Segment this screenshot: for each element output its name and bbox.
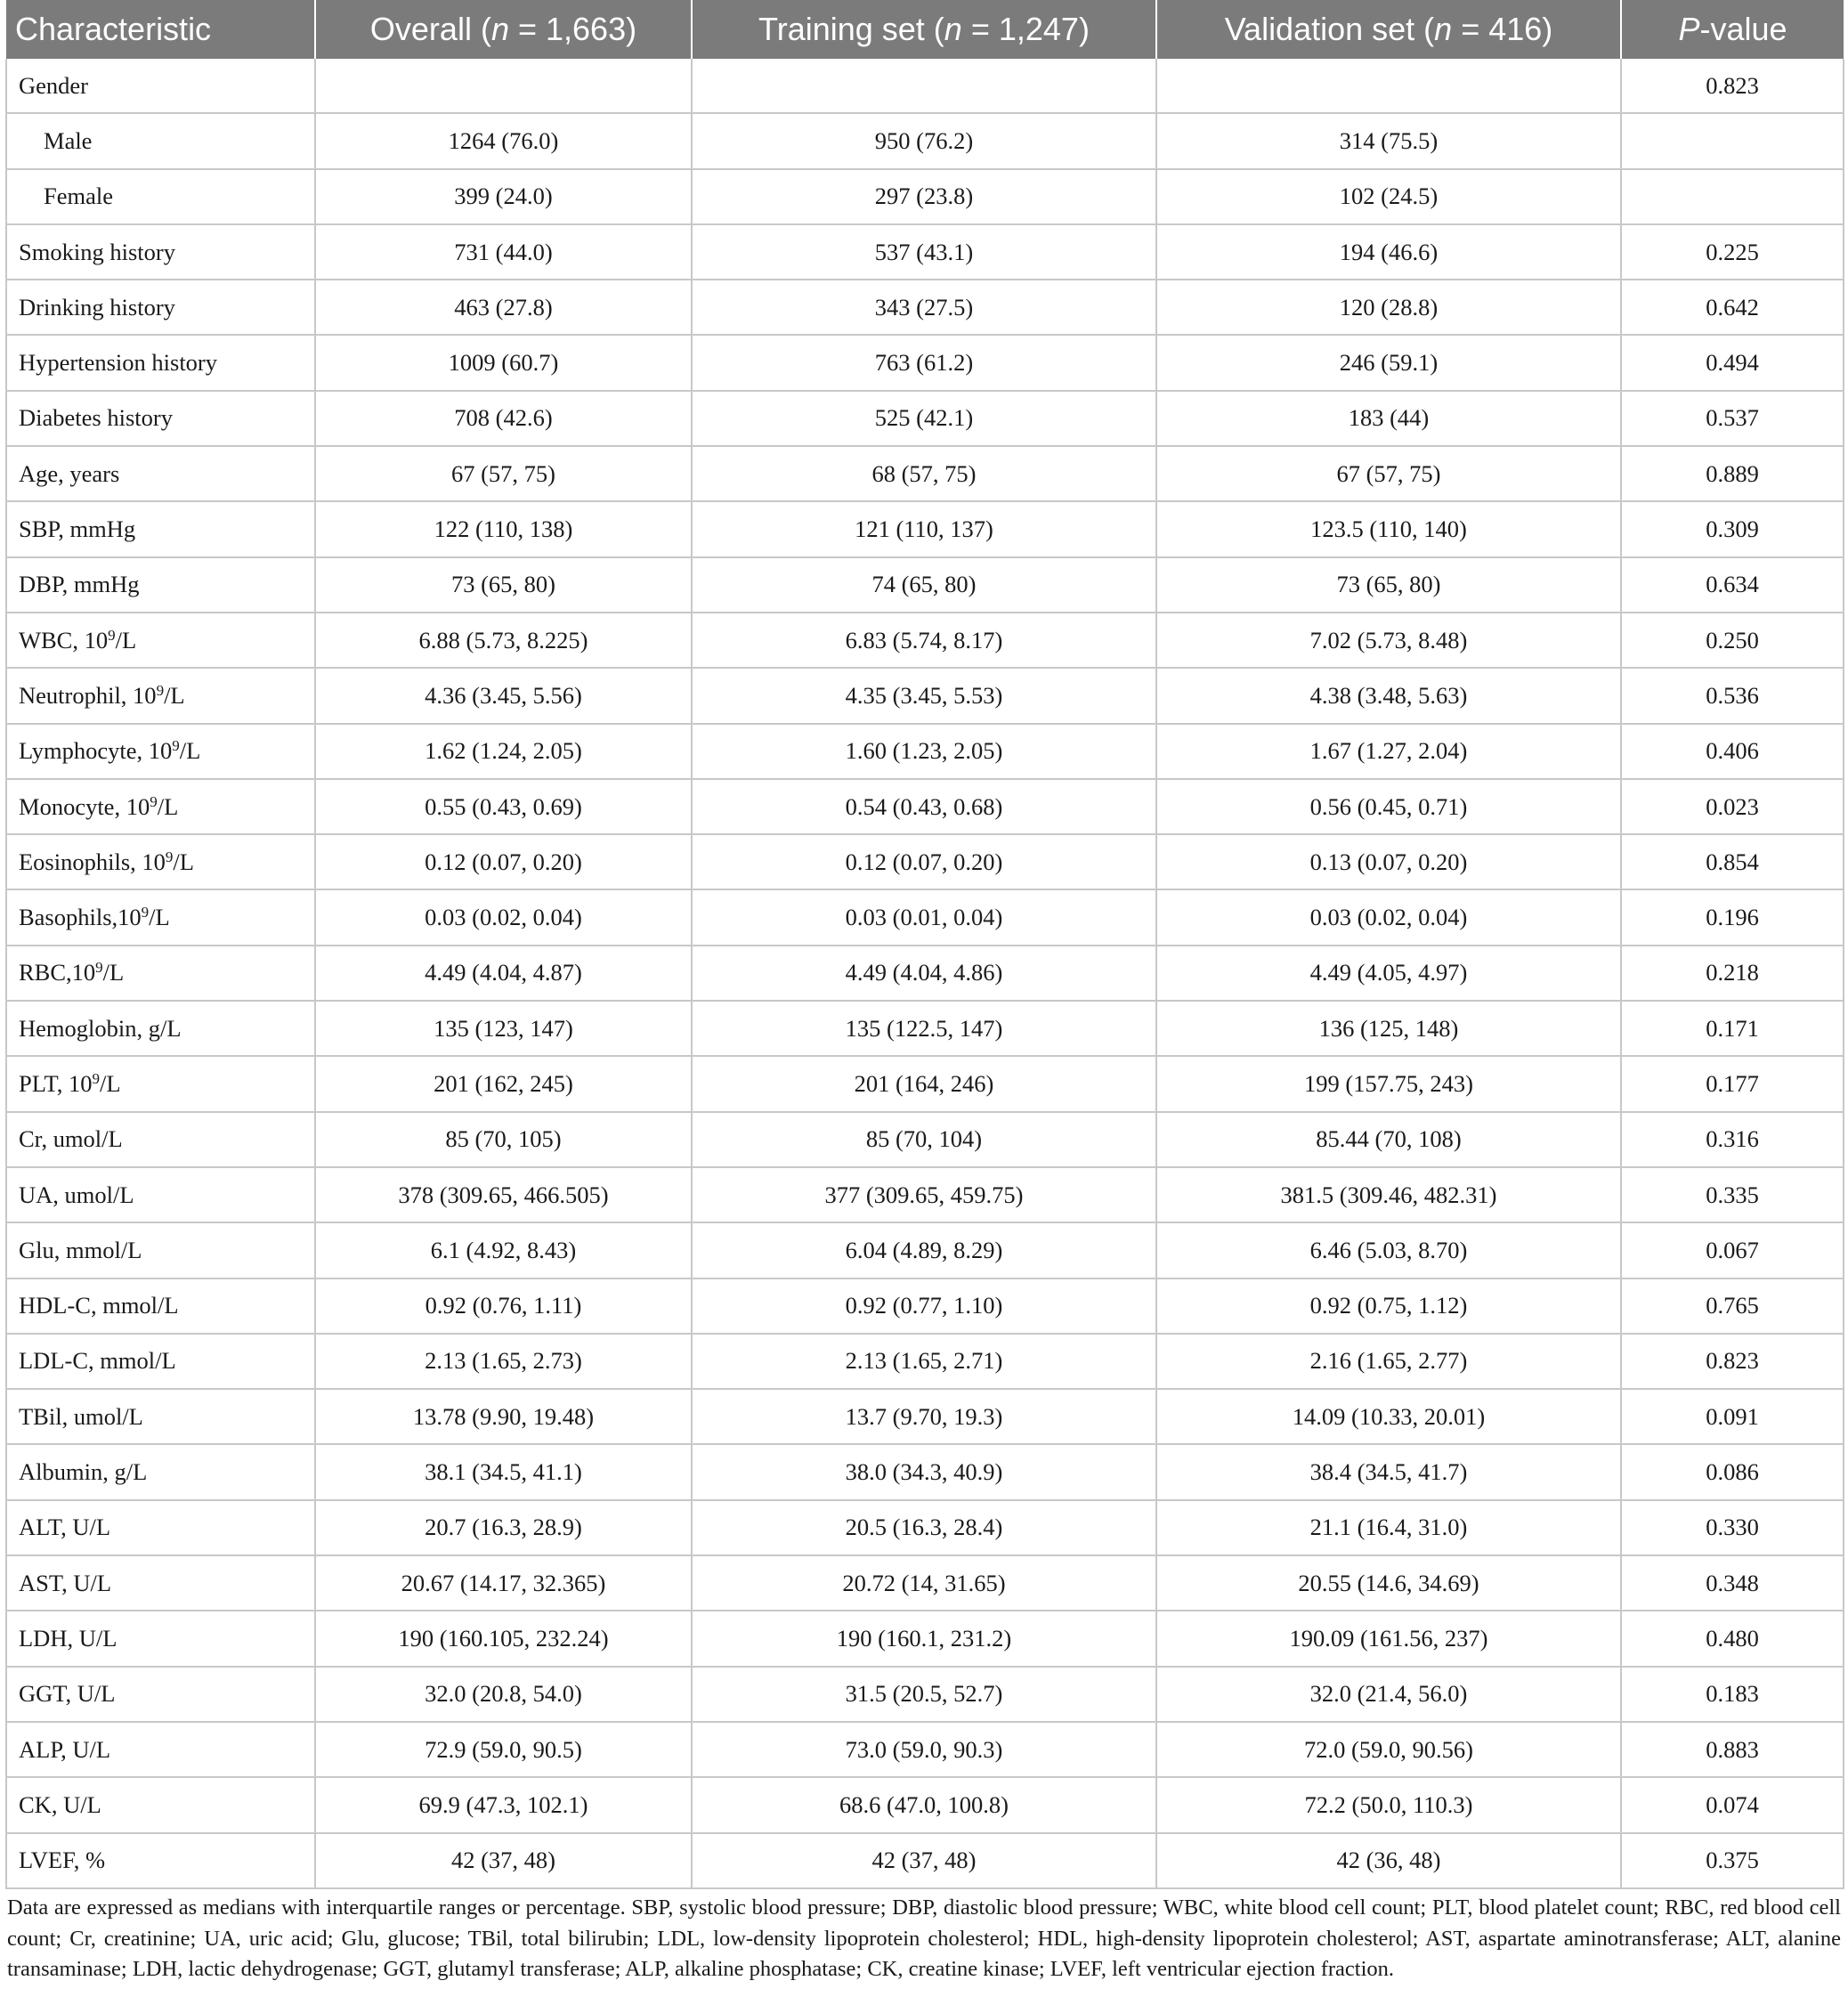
cell-p-value: 0.823 <box>1621 1334 1844 1389</box>
cell-training: 0.92 (0.77, 1.10) <box>692 1278 1156 1334</box>
cell-p-value: 0.086 <box>1621 1444 1844 1499</box>
table-row <box>6 668 1844 723</box>
cell-overall: 0.12 (0.07, 0.20) <box>315 834 692 889</box>
cell-overall: 399 (24.0) <box>315 169 692 224</box>
row-label-unit: /L <box>179 737 201 765</box>
cell-validation: 314 (75.5) <box>1156 113 1621 168</box>
header-training-post: = 1,247) <box>961 11 1090 47</box>
cell-validation: 0.56 (0.45, 0.71) <box>1156 779 1621 834</box>
row-label-text: Basophils,10 <box>19 904 142 931</box>
row-label-exponent: 9 <box>172 737 180 755</box>
cell-p-value: 0.642 <box>1621 280 1844 335</box>
row-label: Smoking history <box>6 224 315 280</box>
cell-p-value: 0.406 <box>1621 724 1844 779</box>
cell-training: 525 (42.1) <box>692 391 1156 446</box>
cell-training: 68.6 (47.0, 100.8) <box>692 1777 1156 1832</box>
table-row <box>6 1500 1844 1555</box>
cell-overall: 1264 (76.0) <box>315 113 692 168</box>
cell-p-value <box>1621 169 1844 224</box>
row-label-unit: /L <box>173 848 194 875</box>
table-header <box>6 0 1844 59</box>
row-label: ALT, U/L <box>6 1500 315 1555</box>
row-label: Age, years <box>6 446 315 501</box>
row-label-text: Lymphocyte, 10 <box>19 737 173 765</box>
cell-overall: 201 (162, 245) <box>315 1056 692 1111</box>
cell-p-value: 0.074 <box>1621 1777 1844 1832</box>
cell-validation <box>1156 59 1621 113</box>
cell-p-value: 0.883 <box>1621 1722 1844 1777</box>
header-p-value <box>1621 0 1844 59</box>
cell-training: 42 (37, 48) <box>692 1833 1156 1888</box>
cell-p-value: 0.537 <box>1621 391 1844 446</box>
table-row <box>6 1555 1844 1611</box>
table-row <box>6 1167 1844 1222</box>
row-label: AST, U/L <box>6 1555 315 1611</box>
cell-validation: 4.49 (4.05, 4.97) <box>1156 946 1621 1001</box>
header-validation-pre: Validation set ( <box>1224 11 1435 47</box>
table-row <box>6 1001 1844 1056</box>
cell-overall: 2.13 (1.65, 2.73) <box>315 1334 692 1389</box>
cell-overall: 135 (123, 147) <box>315 1001 692 1056</box>
cell-validation: 85.44 (70, 108) <box>1156 1112 1621 1167</box>
cell-training: 0.12 (0.07, 0.20) <box>692 834 1156 889</box>
cell-p-value: 0.823 <box>1621 59 1844 113</box>
cell-p-value: 0.091 <box>1621 1389 1844 1444</box>
row-label: Glu, mmol/L <box>6 1222 315 1278</box>
row-label-text: RBC,10 <box>19 959 96 986</box>
row-label-exponent: 9 <box>156 681 165 699</box>
cell-validation: 4.38 (3.48, 5.63) <box>1156 668 1621 723</box>
cell-training: 1.60 (1.23, 2.05) <box>692 724 1156 779</box>
table-row <box>6 834 1844 889</box>
row-label: Drinking history <box>6 280 315 335</box>
row-label <box>6 724 315 779</box>
table-row <box>6 59 1844 113</box>
row-label-exponent: 9 <box>108 626 116 644</box>
cell-validation: 2.16 (1.65, 2.77) <box>1156 1334 1621 1389</box>
cell-training: 135 (122.5, 147) <box>692 1001 1156 1056</box>
cell-overall: 0.55 (0.43, 0.69) <box>315 779 692 834</box>
table-row <box>6 557 1844 613</box>
baseline-characteristics-table-container <box>5 0 1843 1889</box>
cell-training: 85 (70, 104) <box>692 1112 1156 1167</box>
cell-overall: 38.1 (34.5, 41.1) <box>315 1444 692 1499</box>
cell-validation: 20.55 (14.6, 34.69) <box>1156 1555 1621 1611</box>
cell-training: 297 (23.8) <box>692 169 1156 224</box>
row-label <box>6 834 315 889</box>
cell-training: 343 (27.5) <box>692 280 1156 335</box>
cell-training: 0.03 (0.01, 0.04) <box>692 889 1156 945</box>
table-row <box>6 446 1844 501</box>
table-row <box>6 224 1844 280</box>
row-label-text: Neutrophil, 10 <box>19 681 157 709</box>
cell-training: 2.13 (1.65, 2.71) <box>692 1334 1156 1389</box>
row-label: Hypertension history <box>6 335 315 390</box>
cell-training: 201 (164, 246) <box>692 1056 1156 1111</box>
cell-p-value: 0.854 <box>1621 834 1844 889</box>
table-row <box>6 1777 1844 1832</box>
cell-overall <box>315 59 692 113</box>
row-label: Gender <box>6 59 315 113</box>
table-footnote: Data are expressed as medians with interquartile ranges or percentage. SBP, systolic blood pressure; DBP, diastolic blood pressure; WBC, white blood cell count; PLT, blood platelet count; RBC, red blood cell count; Cr, creatinine; UA, uric acid; Glu, glucose; TBil, total bilirubin; LDL, low-density lipoprotein cholesterol; HDL, high-density lipoprotein cholesterol; AST, aspartate aminotransferase; ALT, alanine transaminase; LDH, lactic dehydrogenase; GGT, glutamyl transferase; ALP, alkaline phosphatase; CK, creatine kinase; LVEF, left ventricular ejection fraction. <box>7 1895 1841 1981</box>
row-label-text: WBC, 10 <box>19 626 109 653</box>
cell-overall: 73 (65, 80) <box>315 557 692 613</box>
cell-overall: 1009 (60.7) <box>315 335 692 390</box>
cell-overall: 4.49 (4.04, 4.87) <box>315 946 692 1001</box>
header-overall-pre: Overall ( <box>369 11 491 47</box>
cell-p-value: 0.309 <box>1621 501 1844 556</box>
table-row <box>6 1389 1844 1444</box>
header-overall-n: n <box>490 11 509 47</box>
cell-training: 20.5 (16.3, 28.4) <box>692 1500 1156 1555</box>
cell-validation: 194 (46.6) <box>1156 224 1621 280</box>
table-row <box>6 613 1844 668</box>
cell-validation: 1.67 (1.27, 2.04) <box>1156 724 1621 779</box>
cell-training: 950 (76.2) <box>692 113 1156 168</box>
cell-p-value: 0.634 <box>1621 557 1844 613</box>
row-label: LDH, U/L <box>6 1611 315 1666</box>
row-label: ALP, U/L <box>6 1722 315 1777</box>
cell-p-value: 0.067 <box>1621 1222 1844 1278</box>
cell-overall: 731 (44.0) <box>315 224 692 280</box>
row-label: Cr, umol/L <box>6 1112 315 1167</box>
cell-training: 20.72 (14, 31.65) <box>692 1555 1156 1611</box>
table-row <box>6 1112 1844 1167</box>
cell-p-value: 0.536 <box>1621 668 1844 723</box>
cell-validation: 0.03 (0.02, 0.04) <box>1156 889 1621 945</box>
header-overall-post: = 1,663) <box>508 11 637 47</box>
table-body <box>6 59 1844 1888</box>
cell-validation: 381.5 (309.46, 482.31) <box>1156 1167 1621 1222</box>
cell-p-value: 0.183 <box>1621 1667 1844 1722</box>
cell-validation: 246 (59.1) <box>1156 335 1621 390</box>
cell-overall: 69.9 (47.3, 102.1) <box>315 1777 692 1832</box>
cell-training: 73.0 (59.0, 90.3) <box>692 1722 1156 1777</box>
cell-validation: 38.4 (34.5, 41.7) <box>1156 1444 1621 1499</box>
cell-p-value: 0.023 <box>1621 779 1844 834</box>
row-label: Diabetes history <box>6 391 315 446</box>
cell-validation: 72.2 (50.0, 110.3) <box>1156 1777 1621 1832</box>
cell-overall: 0.03 (0.02, 0.04) <box>315 889 692 945</box>
cell-overall: 42 (37, 48) <box>315 1833 692 1888</box>
cell-validation: 120 (28.8) <box>1156 280 1621 335</box>
cell-training: 6.83 (5.74, 8.17) <box>692 613 1156 668</box>
header-characteristic-label: Characteristic <box>15 11 212 47</box>
cell-p-value: 0.375 <box>1621 1833 1844 1888</box>
table-row <box>6 1722 1844 1777</box>
table-row <box>6 1667 1844 1722</box>
cell-p-value: 0.218 <box>1621 946 1844 1001</box>
row-label-exponent: 9 <box>150 792 158 810</box>
cell-validation: 183 (44) <box>1156 391 1621 446</box>
row-label: CK, U/L <box>6 1777 315 1832</box>
row-label-text: Eosinophils, 10 <box>19 848 166 875</box>
row-label-unit: /L <box>164 681 185 709</box>
cell-validation: 14.09 (10.33, 20.01) <box>1156 1389 1621 1444</box>
cell-overall: 6.1 (4.92, 8.43) <box>315 1222 692 1278</box>
row-label: UA, umol/L <box>6 1167 315 1222</box>
header-p-pre: P <box>1678 11 1700 47</box>
cell-overall: 20.7 (16.3, 28.9) <box>315 1500 692 1555</box>
cell-p-value: 0.335 <box>1621 1167 1844 1222</box>
header-characteristic <box>6 0 315 59</box>
row-label-text: Monocyte, 10 <box>19 792 150 820</box>
table-row <box>6 946 1844 1001</box>
row-label-unit: /L <box>99 1069 121 1097</box>
cell-p-value: 0.225 <box>1621 224 1844 280</box>
cell-training: 121 (110, 137) <box>692 501 1156 556</box>
cell-overall: 6.88 (5.73, 8.225) <box>315 613 692 668</box>
row-label <box>6 613 315 668</box>
cell-overall: 122 (110, 138) <box>315 501 692 556</box>
header-overall <box>315 0 692 59</box>
cell-training: 13.7 (9.70, 19.3) <box>692 1389 1156 1444</box>
cell-p-value: 0.348 <box>1621 1555 1844 1611</box>
row-label <box>6 889 315 945</box>
cell-training: 763 (61.2) <box>692 335 1156 390</box>
cell-overall: 708 (42.6) <box>315 391 692 446</box>
cell-validation: 21.1 (16.4, 31.0) <box>1156 1500 1621 1555</box>
row-label: HDL-C, mmol/L <box>6 1278 315 1334</box>
row-label-exponent: 9 <box>92 1069 100 1087</box>
table-row <box>6 1056 1844 1111</box>
table-row <box>6 1278 1844 1334</box>
cell-training: 4.49 (4.04, 4.86) <box>692 946 1156 1001</box>
row-label-unit: /L <box>157 792 179 820</box>
cell-validation: 7.02 (5.73, 8.48) <box>1156 613 1621 668</box>
cell-p-value: 0.171 <box>1621 1001 1844 1056</box>
cell-training: 190 (160.1, 231.2) <box>692 1611 1156 1666</box>
cell-validation: 190.09 (161.56, 237) <box>1156 1611 1621 1666</box>
cell-overall: 1.62 (1.24, 2.05) <box>315 724 692 779</box>
header-validation <box>1156 0 1621 59</box>
row-label: Female <box>6 169 315 224</box>
row-label-unit: /L <box>149 904 170 931</box>
baseline-characteristics-table <box>5 0 1844 1889</box>
row-label: SBP, mmHg <box>6 501 315 556</box>
cell-p-value: 0.480 <box>1621 1611 1844 1666</box>
cell-overall: 190 (160.105, 232.24) <box>315 1611 692 1666</box>
table-row <box>6 113 1844 168</box>
cell-overall: 4.36 (3.45, 5.56) <box>315 668 692 723</box>
cell-training: 4.35 (3.45, 5.53) <box>692 668 1156 723</box>
header-training-pre: Training set ( <box>758 11 944 47</box>
row-label-unit: /L <box>115 626 137 653</box>
header-training <box>692 0 1156 59</box>
row-label: Hemoglobin, g/L <box>6 1001 315 1056</box>
table-row <box>6 280 1844 335</box>
header-p-post: -value <box>1699 11 1787 47</box>
row-label: DBP, mmHg <box>6 557 315 613</box>
header-validation-post: = 416) <box>1452 11 1553 47</box>
cell-validation: 102 (24.5) <box>1156 169 1621 224</box>
cell-p-value: 0.177 <box>1621 1056 1844 1111</box>
row-label-exponent: 9 <box>141 904 150 921</box>
cell-p-value: 0.316 <box>1621 1112 1844 1167</box>
row-label-exponent: 9 <box>165 848 174 865</box>
cell-validation: 72.0 (59.0, 90.56) <box>1156 1722 1621 1777</box>
row-label <box>6 779 315 834</box>
cell-p-value: 0.250 <box>1621 613 1844 668</box>
cell-training <box>692 59 1156 113</box>
row-label-text: PLT, 10 <box>19 1069 93 1097</box>
table-row <box>6 779 1844 834</box>
cell-training: 6.04 (4.89, 8.29) <box>692 1222 1156 1278</box>
table-row <box>6 501 1844 556</box>
cell-validation: 0.13 (0.07, 0.20) <box>1156 834 1621 889</box>
cell-p-value <box>1621 113 1844 168</box>
table-row <box>6 889 1844 945</box>
cell-validation: 0.92 (0.75, 1.12) <box>1156 1278 1621 1334</box>
table-row <box>6 724 1844 779</box>
cell-training: 31.5 (20.5, 52.7) <box>692 1667 1156 1722</box>
table-row <box>6 1222 1844 1278</box>
cell-p-value: 0.494 <box>1621 335 1844 390</box>
cell-overall: 13.78 (9.90, 19.48) <box>315 1389 692 1444</box>
row-label: LDL-C, mmol/L <box>6 1334 315 1389</box>
row-label-exponent: 9 <box>95 959 103 977</box>
cell-training: 74 (65, 80) <box>692 557 1156 613</box>
cell-overall: 32.0 (20.8, 54.0) <box>315 1667 692 1722</box>
row-label: Male <box>6 113 315 168</box>
cell-p-value: 0.196 <box>1621 889 1844 945</box>
cell-training: 537 (43.1) <box>692 224 1156 280</box>
header-validation-n: n <box>1434 11 1453 47</box>
cell-validation: 67 (57, 75) <box>1156 446 1621 501</box>
table-row <box>6 335 1844 390</box>
table-header-row <box>6 0 1844 59</box>
table-row <box>6 1444 1844 1499</box>
cell-p-value: 0.330 <box>1621 1500 1844 1555</box>
cell-training: 68 (57, 75) <box>692 446 1156 501</box>
cell-overall: 72.9 (59.0, 90.5) <box>315 1722 692 1777</box>
cell-training: 38.0 (34.3, 40.9) <box>692 1444 1156 1499</box>
cell-overall: 85 (70, 105) <box>315 1112 692 1167</box>
cell-overall: 378 (309.65, 466.505) <box>315 1167 692 1222</box>
cell-overall: 20.67 (14.17, 32.365) <box>315 1555 692 1611</box>
cell-training: 0.54 (0.43, 0.68) <box>692 779 1156 834</box>
cell-validation: 123.5 (110, 140) <box>1156 501 1621 556</box>
cell-overall: 0.92 (0.76, 1.11) <box>315 1278 692 1334</box>
row-label <box>6 946 315 1001</box>
cell-p-value: 0.765 <box>1621 1278 1844 1334</box>
cell-validation: 6.46 (5.03, 8.70) <box>1156 1222 1621 1278</box>
table-row <box>6 1334 1844 1389</box>
table-row <box>6 1833 1844 1888</box>
cell-validation: 42 (36, 48) <box>1156 1833 1621 1888</box>
row-label: GGT, U/L <box>6 1667 315 1722</box>
cell-training: 377 (309.65, 459.75) <box>692 1167 1156 1222</box>
cell-validation: 136 (125, 148) <box>1156 1001 1621 1056</box>
table-row <box>6 391 1844 446</box>
header-training-n: n <box>944 11 962 47</box>
cell-validation: 73 (65, 80) <box>1156 557 1621 613</box>
table-row <box>6 1611 1844 1666</box>
row-label: Albumin, g/L <box>6 1444 315 1499</box>
row-label-unit: /L <box>102 959 125 986</box>
cell-p-value: 0.889 <box>1621 446 1844 501</box>
row-label: LVEF, % <box>6 1833 315 1888</box>
row-label <box>6 668 315 723</box>
table-row <box>6 169 1844 224</box>
cell-validation: 32.0 (21.4, 56.0) <box>1156 1667 1621 1722</box>
row-label <box>6 1056 315 1111</box>
cell-overall: 67 (57, 75) <box>315 446 692 501</box>
row-label: TBil, umol/L <box>6 1389 315 1444</box>
cell-validation: 199 (157.75, 243) <box>1156 1056 1621 1111</box>
cell-overall: 463 (27.8) <box>315 280 692 335</box>
